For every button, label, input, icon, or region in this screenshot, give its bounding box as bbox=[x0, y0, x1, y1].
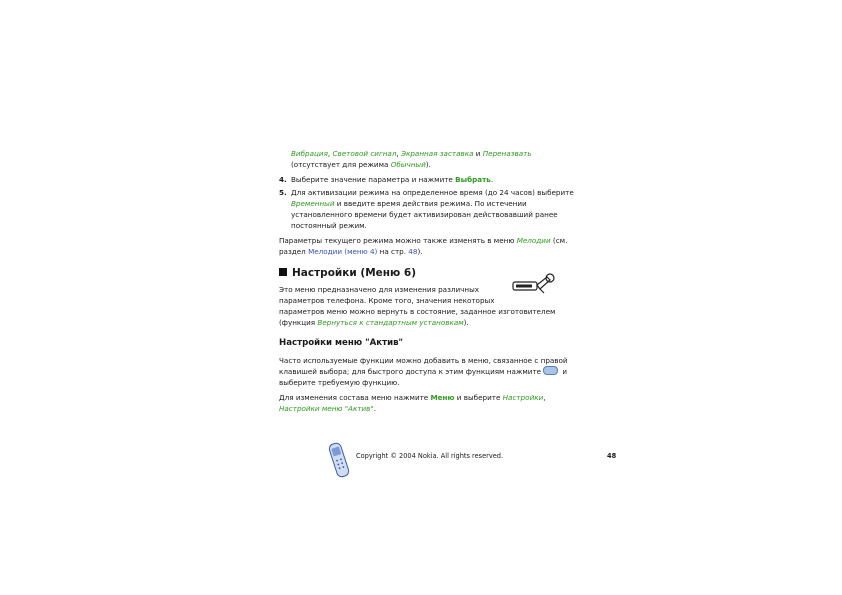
section-line-1: Это меню предназначено для изменения различных bbox=[279, 285, 480, 294]
section-title-text: Настройки (Меню 6) bbox=[292, 267, 417, 279]
text: клавишей выбора; для быстрого доступа к этим функциям нажмите bbox=[279, 367, 542, 376]
step-4 bbox=[279, 174, 493, 186]
bullet-square-icon bbox=[279, 268, 287, 276]
sep: , bbox=[396, 149, 401, 158]
step-5 bbox=[279, 187, 574, 199]
text: , bbox=[543, 393, 546, 402]
step-text: Для активизации режима на определенное время (до 24 часов) выберите bbox=[291, 188, 574, 197]
wrench-phone-icon bbox=[511, 272, 557, 296]
text: (отсутствует для режима bbox=[291, 160, 391, 169]
option-screensaver: Экранная заставка bbox=[401, 149, 474, 158]
sub-p1-line-1: Часто используемые функции можно добавить в меню, связанное с правой bbox=[279, 356, 568, 365]
text: . bbox=[490, 175, 494, 184]
menu-active-settings: Настройки меню "Актив" bbox=[279, 404, 374, 413]
sub-p2-line-1 bbox=[279, 392, 546, 404]
sub-p2-line-2 bbox=[279, 403, 376, 415]
section-title bbox=[279, 266, 416, 280]
note-line-2 bbox=[279, 246, 423, 258]
note-line-1 bbox=[279, 235, 567, 247]
sep: и bbox=[473, 149, 483, 158]
step-5-line-2 bbox=[291, 198, 527, 210]
menu-settings: Настройки bbox=[502, 393, 544, 402]
text: и bbox=[560, 367, 568, 376]
step-5-line-3: установленного времени будет активизирован действовавший ранее bbox=[291, 210, 558, 219]
sep: , bbox=[327, 149, 333, 158]
text: (см. bbox=[550, 236, 568, 245]
text: . bbox=[373, 404, 377, 413]
option-temporary: Временный bbox=[291, 199, 335, 208]
text: раздел bbox=[279, 247, 309, 256]
text: на стр. bbox=[377, 247, 409, 256]
section-line-3: параметров меню можно вернуть в состояние, заданное изготовителем bbox=[279, 307, 556, 316]
option-rename: Переназвать bbox=[482, 149, 532, 158]
sub-p1-line-3: выберите требуемую функцию. bbox=[279, 378, 400, 387]
text: и введите время действия режима. По истечении bbox=[334, 199, 527, 208]
text: ). bbox=[425, 160, 431, 169]
menu-key-label: Меню bbox=[430, 393, 455, 402]
text: Для изменения состава меню нажмите bbox=[279, 393, 431, 402]
func-restore-defaults: Вернуться к стандартным установкам bbox=[317, 318, 464, 327]
section-line-2: параметров телефона. Кроме того, значения некоторых bbox=[279, 296, 495, 305]
menu-melodies: Мелодии bbox=[516, 236, 551, 245]
right-selection-key-icon bbox=[543, 366, 558, 375]
text: Параметры текущего режима можно также изменять в меню bbox=[279, 236, 517, 245]
intro-line-2 bbox=[291, 159, 431, 171]
section-line-4 bbox=[279, 317, 469, 329]
link-melodies-menu[interactable]: Мелодии (меню 4) bbox=[308, 247, 378, 256]
intro-line-1 bbox=[291, 148, 532, 160]
mode-normal: Обычный bbox=[390, 160, 426, 169]
text: и выберите bbox=[454, 393, 503, 402]
sub-p1-line-2 bbox=[279, 366, 567, 378]
step-number: 5. bbox=[279, 188, 287, 197]
option-vibration: Вибрация bbox=[291, 149, 328, 158]
phone-logo-icon bbox=[327, 441, 351, 479]
copyright-text: Copyright © 2004 Nokia. All rights reserved. bbox=[356, 452, 504, 460]
page-ref-link[interactable]: 48 bbox=[408, 247, 418, 256]
step-5-line-4: постоянный режим. bbox=[291, 221, 367, 230]
text: ). bbox=[417, 247, 423, 256]
option-light-signal: Световой сигнал bbox=[332, 149, 397, 158]
text: (функция bbox=[279, 318, 318, 327]
subsection-title: Настройки меню "Актив" bbox=[279, 338, 404, 348]
action-select: Выбрать bbox=[455, 175, 491, 184]
step-number: 4. bbox=[279, 175, 287, 184]
step-text: Выберите значение параметра и нажмите bbox=[291, 175, 456, 184]
text: ). bbox=[463, 318, 469, 327]
page-number: 48 bbox=[607, 452, 617, 460]
